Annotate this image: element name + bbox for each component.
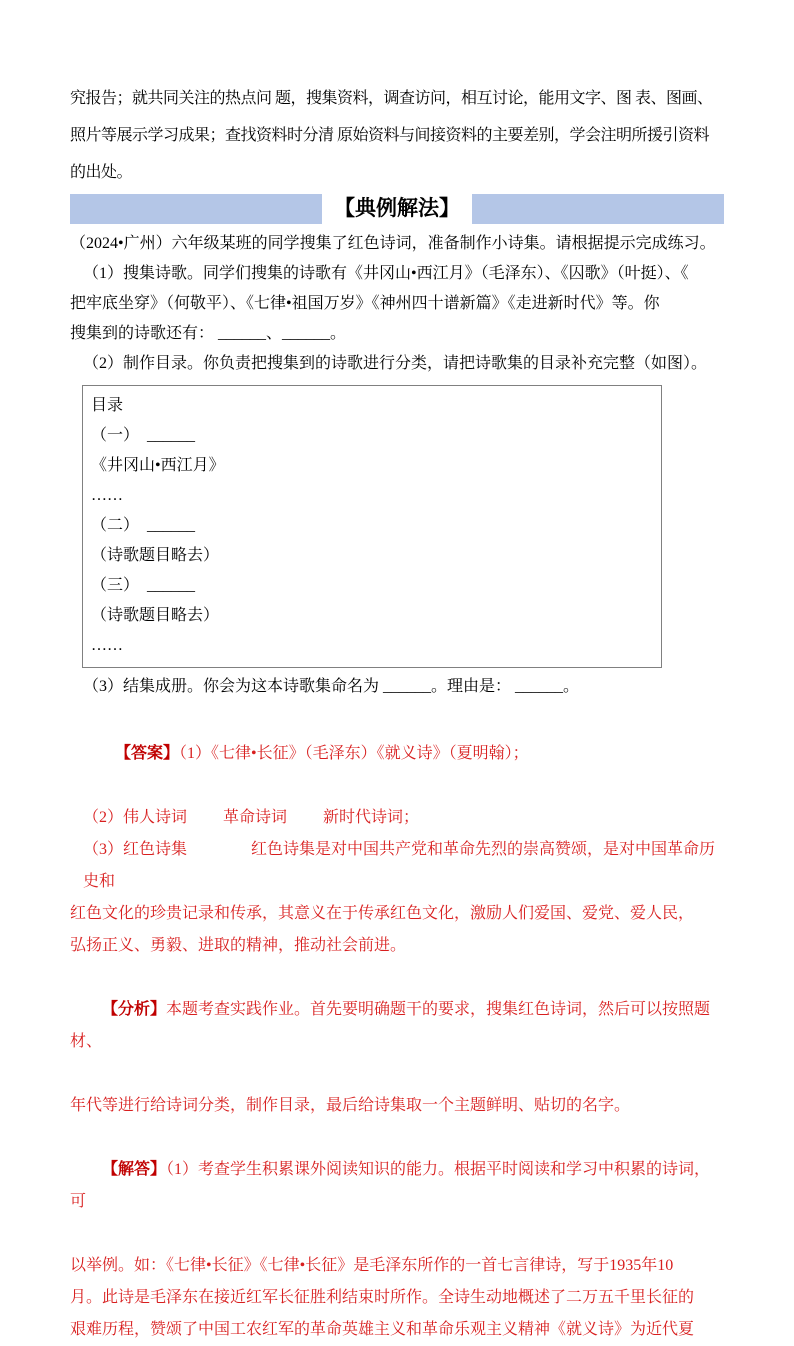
answer-line: 红色文化的珍贵记录和传承，其意义在于传承红色文化，激励人们爱国、爱党、爱人民， (70, 905, 695, 922)
answer-line: （3）红色诗集 红色诗集是对中国共产党和革命先烈的崇高赞颂，是对中国革命历史和 (83, 841, 716, 890)
section-header-banner (70, 194, 724, 224)
answer-section (70, 706, 724, 962)
analysis-text: 本题考查实践作业。首先要明确题干的要求，搜集红色诗词，然后可以按照题材、 (70, 1001, 711, 1050)
question-part1 (70, 259, 724, 349)
catalog-entry: （二） ______ (91, 517, 196, 534)
text-line-with-blanks: 搜集到的诗歌还有： ______、______。 (70, 325, 347, 342)
analysis-section (70, 962, 724, 1122)
catalog-entry: 《井冈山•西江月》 (91, 457, 225, 474)
catalog-box (82, 385, 662, 668)
question-source-line: （2024•广州）六年级某班的同学搜集了红色诗词，准备制作小诗集。请根据提示完成练习。 (70, 235, 716, 252)
continuation-paragraph (70, 80, 724, 191)
solution-text: （1）考查学生积累课外阅读知识的能力。根据平时阅读和学习中积累的诗词，可 (70, 1161, 711, 1210)
catalog-title: 目录 (91, 397, 124, 414)
solution-section (70, 1122, 724, 1346)
solution-line: 月。此诗是毛泽东在接近红军长征胜利结束时所作。全诗生动地概述了二万五千里长征的 (70, 1289, 695, 1306)
text-line: 把牢底坐穿》（何敬平）、《七律•祖国万岁》《神州四十谱新篇》《走进新时代》等。你 (70, 295, 660, 312)
analysis-first-line (70, 962, 724, 1090)
text-line: 的出处。 (70, 164, 133, 181)
analysis-label: 【分析】 (102, 1001, 167, 1018)
catalog-ellipsis: …… (91, 637, 123, 654)
answer-label: 【答案】 (115, 745, 180, 762)
catalog-entry: （三） ______ (91, 577, 196, 594)
answer-line: （2）伟人诗词 革命诗词 新时代诗词； (83, 809, 420, 826)
solution-line: 艰难历程，赞颂了中国工农红军的革命英雄主义和革命乐观主义精神《就义诗》为近代夏 (70, 1321, 695, 1338)
solution-line: 以举例。如：《七律•长征》《七律•长征》是毛泽东所作的一首七言律诗，写于1935年10 (70, 1257, 674, 1274)
catalog-entry: （一） ______ (91, 427, 196, 444)
catalog-entry: （诗歌题目略去） (91, 607, 220, 624)
catalog-ellipsis: …… (91, 487, 123, 504)
solution-label: 【解答】 (102, 1161, 167, 1178)
catalog-entry: （诗歌题目略去） (91, 547, 220, 564)
section-title: 【典例解法】 (322, 194, 472, 224)
question-part3-line: （3）结集成册。你会为这本诗歌集命名为 ______。理由是： ______。 (83, 678, 580, 695)
analysis-line: 年代等进行给诗词分类，制作目录，最后给诗集取一个主题鲜明、贴切的名字。 (70, 1097, 631, 1114)
text-line: 究报告；就共同关注的热点问 题，搜集资料，调查访问，相互讨论，能用文字、图 表、图画、 (70, 90, 713, 107)
text-line: （1）搜集诗歌。同学们搜集的诗歌有《井冈山•西江月》（毛泽东）、《囚歌》（叶挺）、《 (83, 265, 689, 282)
answer-line: 弘扬正义、勇毅、进取的精神，推动社会前进。 (70, 937, 407, 954)
answer-first-line (70, 706, 724, 802)
text-line: 照片等展示学习成果；查找资料时分清 原始资料与间接资料的主要差别，学会注明所援引资料 (70, 127, 710, 144)
answer-text: （1）《七律•长征》（毛泽东）《就义诗》（夏明翰）； (179, 745, 529, 762)
solution-first-line (70, 1122, 724, 1250)
question-part2-line: （2）制作目录。你负责把搜集到的诗歌进行分类，请把诗歌集的目录补充完整（如图）。 (83, 355, 708, 372)
